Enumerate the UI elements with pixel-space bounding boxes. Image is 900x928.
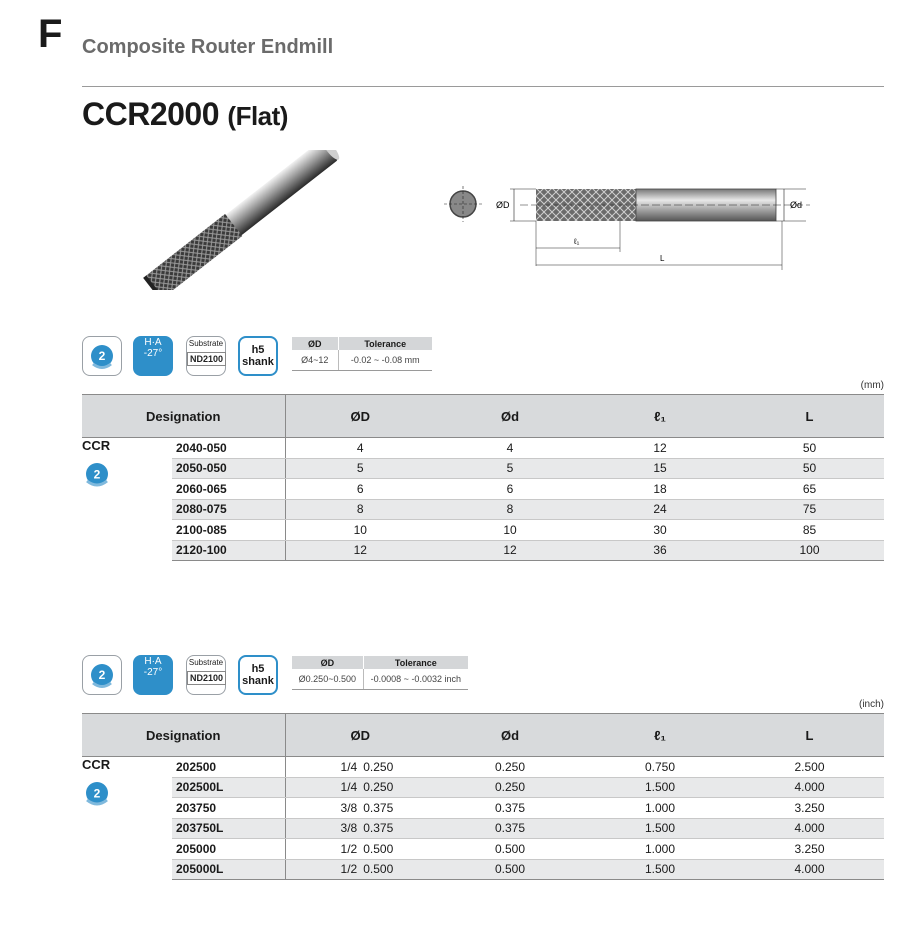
tool-drawing [440,180,820,275]
L-value: 4.000 [735,777,884,798]
col-l1: ℓ₁ [585,714,735,757]
sd-value: 8 [435,499,585,520]
header-divider [82,86,884,87]
sd-value: 0.500 [435,839,585,860]
svg-text:2: 2 [93,786,101,801]
series-name: CCR [82,438,111,453]
table-row [82,839,884,860]
shank-grade: h5 [251,663,265,675]
sd-label: Ød [790,200,803,210]
inch-unit: (inch) [858,699,884,710]
table-row [82,777,884,798]
L-value: 4.000 [735,859,884,880]
tolerance-header-od: ØD [292,337,338,350]
helix-value: -27° [143,667,163,678]
od-value: 5 [285,458,435,479]
L-value: 75 [735,499,884,520]
col-od: ØD [285,714,435,757]
series-name: CCR [82,757,111,772]
designation-code: 202500 [172,757,285,778]
table-row [82,757,884,778]
l1-value: 24 [585,499,735,520]
L-value: 2.500 [735,757,884,778]
od-decimal: 0.500 [363,841,394,856]
sd-value: 10 [435,520,585,541]
col-l1: ℓ₁ [585,395,735,438]
od-value [285,839,435,860]
l1-value: 1.500 [585,859,735,880]
flute-count-icon [82,655,122,695]
tolerance-range: Ø0.250~0.500 [292,669,363,690]
od-value: 4 [285,438,435,459]
h5-shank-icon [238,336,278,376]
l1-value: 1.000 [585,798,735,819]
od-value [285,818,435,839]
l1-value: 36 [585,540,735,561]
od-fraction: 1/4 [340,780,358,795]
substrate-icon [186,655,226,695]
designation-code: 205000L [172,859,285,880]
od-decimal: 0.375 [363,821,394,836]
designation-code: 2100-085 [172,520,285,541]
col-L: L [735,395,884,438]
od-label: ØD [496,200,510,210]
designation-code: 203750L [172,818,285,839]
od-fraction: 1/2 [340,841,358,856]
L-value: 3.250 [735,839,884,860]
tool-photo [120,150,360,290]
col-od: ØD [285,395,435,438]
substrate-value: ND2100 [187,671,226,685]
section-letter: F [38,12,63,56]
od-fraction: 3/8 [340,800,358,815]
series-cell [82,438,172,561]
h5-shank-icon [238,655,278,695]
L-value: 85 [735,520,884,541]
inch-tolerance-table [292,656,468,690]
sd-value: 0.250 [435,757,585,778]
od-value [285,757,435,778]
designation-code: 2120-100 [172,540,285,561]
svg-text:2: 2 [98,668,106,682]
table-row [82,479,884,500]
L-value: 100 [735,540,884,561]
l1-value: 18 [585,479,735,500]
helix-angle-icon [133,336,173,376]
helix-value: -27° [143,348,163,359]
product-subtitle: (Flat) [227,101,288,131]
l1-value: 0.750 [585,757,735,778]
table-row [82,520,884,541]
l1-value: 30 [585,520,735,541]
L-value: 50 [735,458,884,479]
table-row [82,499,884,520]
tolerance-value: -0.02 ~ -0.08 mm [338,350,432,371]
series-cell [82,757,172,880]
table-row [82,818,884,839]
designation-code: 202500L [172,777,285,798]
sd-value: 0.375 [435,798,585,819]
sd-value: 4 [435,438,585,459]
od-value: 10 [285,520,435,541]
col-sd: Ød [435,395,585,438]
sd-value: 0.250 [435,777,585,798]
svg-text:2: 2 [98,349,106,363]
inch-spec-table [82,713,884,880]
l1-value: 1.500 [585,818,735,839]
od-value: 8 [285,499,435,520]
od-value: 12 [285,540,435,561]
tolerance-header-tol: Tolerance [363,656,468,669]
substrate-label: Substrate [188,658,224,667]
od-value: 6 [285,479,435,500]
od-decimal: 0.250 [363,759,394,774]
table-row [82,859,884,880]
section-title: Composite Router Endmill [82,36,334,58]
sd-value: 5 [435,458,585,479]
tolerance-header-tol: Tolerance [338,337,432,350]
helix-angle-icon [133,655,173,695]
metric-unit: (mm) [860,380,884,391]
l1-value: 1.000 [585,839,735,860]
L-value: 4.000 [735,818,884,839]
tolerance-header-od: ØD [292,656,363,669]
designation-code: 2050-050 [172,458,285,479]
product-model: CCR2000 [82,96,220,132]
flute-count-icon [82,778,112,808]
substrate-value: ND2100 [187,352,226,366]
designation-code: 205000 [172,839,285,860]
svg-text:2: 2 [93,467,101,482]
flute-count-icon [82,336,122,376]
col-sd: Ød [435,714,585,757]
l1-label: ℓ₁ [574,237,580,246]
table-row [82,798,884,819]
shank-label: shank [242,356,274,368]
substrate-label: Substrate [188,339,224,348]
L-value: 50 [735,438,884,459]
metric-tolerance-table [292,337,432,371]
designation-code: 203750 [172,798,285,819]
metric-spec-table [82,394,884,561]
l1-value: 15 [585,458,735,479]
substrate-icon [186,336,226,376]
flute-count-icon [82,459,112,489]
col-designation: Designation [82,714,285,757]
helix-label: H·A [144,656,162,667]
od-fraction: 1/2 [340,862,358,877]
l1-value: 12 [585,438,735,459]
od-decimal: 0.250 [363,780,394,795]
shank-label: shank [242,675,274,687]
od-fraction: 1/4 [340,759,358,774]
designation-code: 2040-050 [172,438,285,459]
L-value: 3.250 [735,798,884,819]
table-row [82,458,884,479]
od-value [285,798,435,819]
product-title [82,96,288,133]
table-row [82,540,884,561]
sd-value: 0.500 [435,859,585,880]
od-decimal: 0.500 [363,862,394,877]
sd-value: 12 [435,540,585,561]
shank-grade: h5 [251,344,265,356]
sd-value: 0.375 [435,818,585,839]
col-L: L [735,714,884,757]
od-value [285,859,435,880]
table-row [82,438,884,459]
sd-value: 6 [435,479,585,500]
od-value [285,777,435,798]
L-label: L [660,254,665,263]
col-designation: Designation [82,395,285,438]
designation-code: 2080-075 [172,499,285,520]
od-decimal: 0.375 [363,800,394,815]
L-value: 65 [735,479,884,500]
l1-value: 1.500 [585,777,735,798]
od-fraction: 3/8 [340,821,358,836]
tolerance-range: Ø4~12 [292,350,338,371]
helix-label: H·A [144,337,162,348]
tolerance-value: -0.0008 ~ -0.0032 inch [363,669,468,690]
designation-code: 2060-065 [172,479,285,500]
